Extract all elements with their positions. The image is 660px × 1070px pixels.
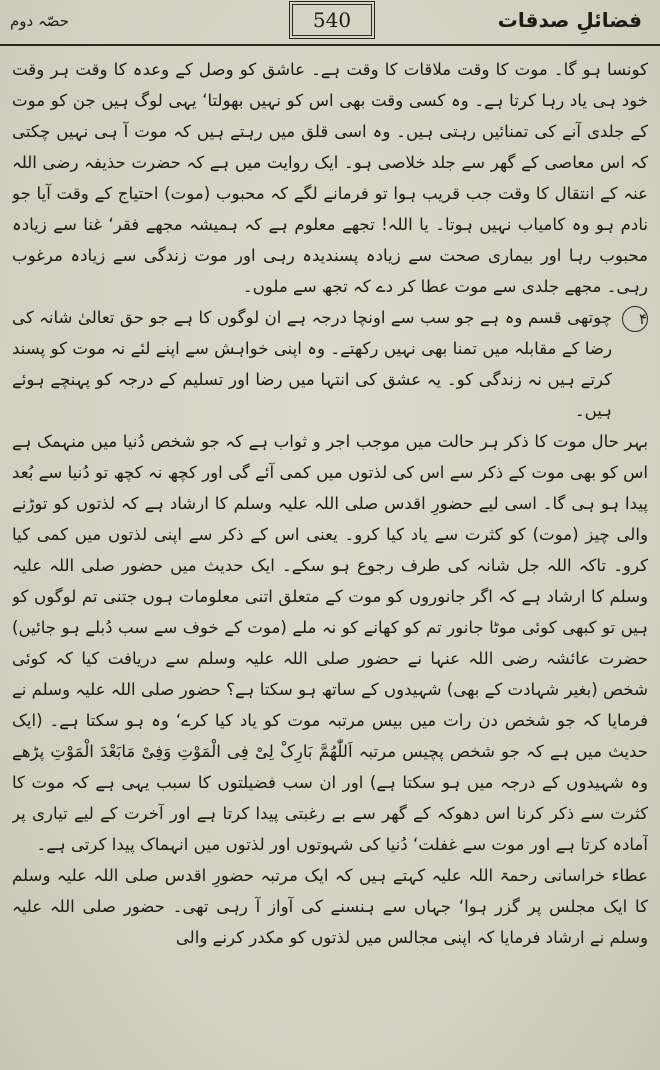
page-header <box>0 0 660 46</box>
paragraph: عطاء خراسانی رحمۃ اللہ علیہ کہتے ہیں کہ ایک مرتبہ حضورِ اقدس صلی اللہ علیہ وسلم کا ایک مجلس پر گزر ہوا‘ جہاں سے ہنسنے کی آواز آ رہی تھی۔ حضور صلی اللہ علیہ وسلم نے ارشاد فرمایا کہ اپنی مجالس میں لذتوں کو مکدر کرنے والی <box>12 866 648 947</box>
item-number: ۴ <box>622 306 648 332</box>
paragraph: کونسا ہو گا۔ موت کا وقت ملاقات کا وقت ہے۔ عاشق کو وصل کے وعدہ کا وقت ہر وقت خود ہی یاد رہا کرتا ہے۔ وہ کسی وقت بھی اس کو نہیں بھولتا‘ یہی لوگ ہیں جن کو موت کے جلدی آنے کی تمنائیں رہتی ہیں۔ وہ اسی قلق میں رہتے ہیں کہ موت آ ہی نہیں چکتی کہ اس معاصی کے گھر سے جلد خلاصی ہو۔ ایک روایت میں ہے کہ حضرت حذیفہ رضی اللہ عنہ کے انتقال کا وقت جب قریب ہوا تو فرمانے لگے کہ محبوب (موت) احتیاج کے وقت آیا جو نادم ہو وہ کامیاب نہیں ہوتا۔ یا اللہ! تجھے معلوم ہے کہ ہمیشہ مجھے فقر‘ غنا سے زیادہ محبوب رہا اور بیماری صحت سے زیادہ پسندیدہ رہی اور موت زندگی سے زیادہ مرغوب رہی۔ مجھے جلدی سے موت عطا کر دے کہ تجھ سے ملوں۔ <box>12 60 648 296</box>
item-text: چوتھی قسم وہ ہے جو سب سے اونچا درجہ ہے ان لوگوں کا ہے جو حق تعالیٰ شانہ کی رضا کے مقابلہ میں تمنا بھی نہیں رکھتے۔ وہ اپنی خواہش سے اپنے لئے نہ موت کو پسند کرتے ہیں نہ زندگی کو۔ یہ عشق کی انتہا میں رضا اور تسلیم کے درجہ کو پہنچے ہوئے ہیں۔ <box>12 308 612 420</box>
paragraph: بہر حال موت کا ذکر ہر حالت میں موجب اجر و ثواب ہے کہ جو شخص دُنیا میں منہمک ہے اس کو بھی موت کے ذکر سے اس کی لذتوں میں کمی آئے گی اور کچھ نہ کچھ تو دُنیا سے بُعد پیدا ہو ہی گا۔ اسی لیے حضورِ اقدس صلی اللہ علیہ وسلم کا ارشاد ہے کہ لذتوں کو توڑنے والی چیز (موت) کو کثرت سے یاد کیا کرو۔ یعنی اس کے ذکر سے اپنی لذتوں میں کمی کیا کرو۔ تاکہ اللہ جل شانہ کی طرف رجوع ہو سکے۔ ایک حدیث میں حضور صلی اللہ علیہ وسلم کا ارشاد ہے کہ اگر جانوروں کو موت کے متعلق اتنی معلومات ہوں جتنی تم لوگوں کو ہیں تو کبھی کوئی موٹا جانور تم کو کھانے کو نہ ملے (موت کے خوف سے سب دُبلے ہو جائیں) حضرت عائشہ رضی اللہ عنہا نے حضور صلی اللہ علیہ وسلم سے دریافت کیا کہ کوئی شخص (بغیر شہادت کے بھی) شہیدوں کے ساتھ ہو سکتا ہے؟ حضور صلی اللہ علیہ وسلم نے فرمایا کہ جو شخص دن رات میں بیس مرتبہ موت کو یاد کیا کرے‘ وہ ہو سکتا ہے۔ (ایک حدیث میں ہے کہ جو شخص پچیس مرتبہ اَللّٰھُمَّ بَارِکْ لِیْ فِی الْمَوْتِ وَفِیْ مَابَعْدَ الْمَوْتِ پڑھے وہ شہیدوں کے درجہ میں ہو سکتا ہے) اور ان سب فضیلتوں کا سبب یہی ہے کہ موت کا کثرت سے ذکر کرنا اس دھوکہ کے گھر سے بے رغبتی پیدا کرتا ہے اور آخرت کے لیے تیاری پر آمادہ کرتا ہے اور موت سے غفلت‘ دُنیا کی شہوتوں اور لذتوں میں انہماک پیدا کرتی ہے۔ <box>12 432 648 854</box>
list-item <box>12 302 648 426</box>
page-body <box>12 54 648 1068</box>
book-title: فضائلِ صدقات <box>497 8 642 32</box>
section-label: حصّہ دوم <box>10 12 70 30</box>
page-number: 540 <box>292 4 372 36</box>
